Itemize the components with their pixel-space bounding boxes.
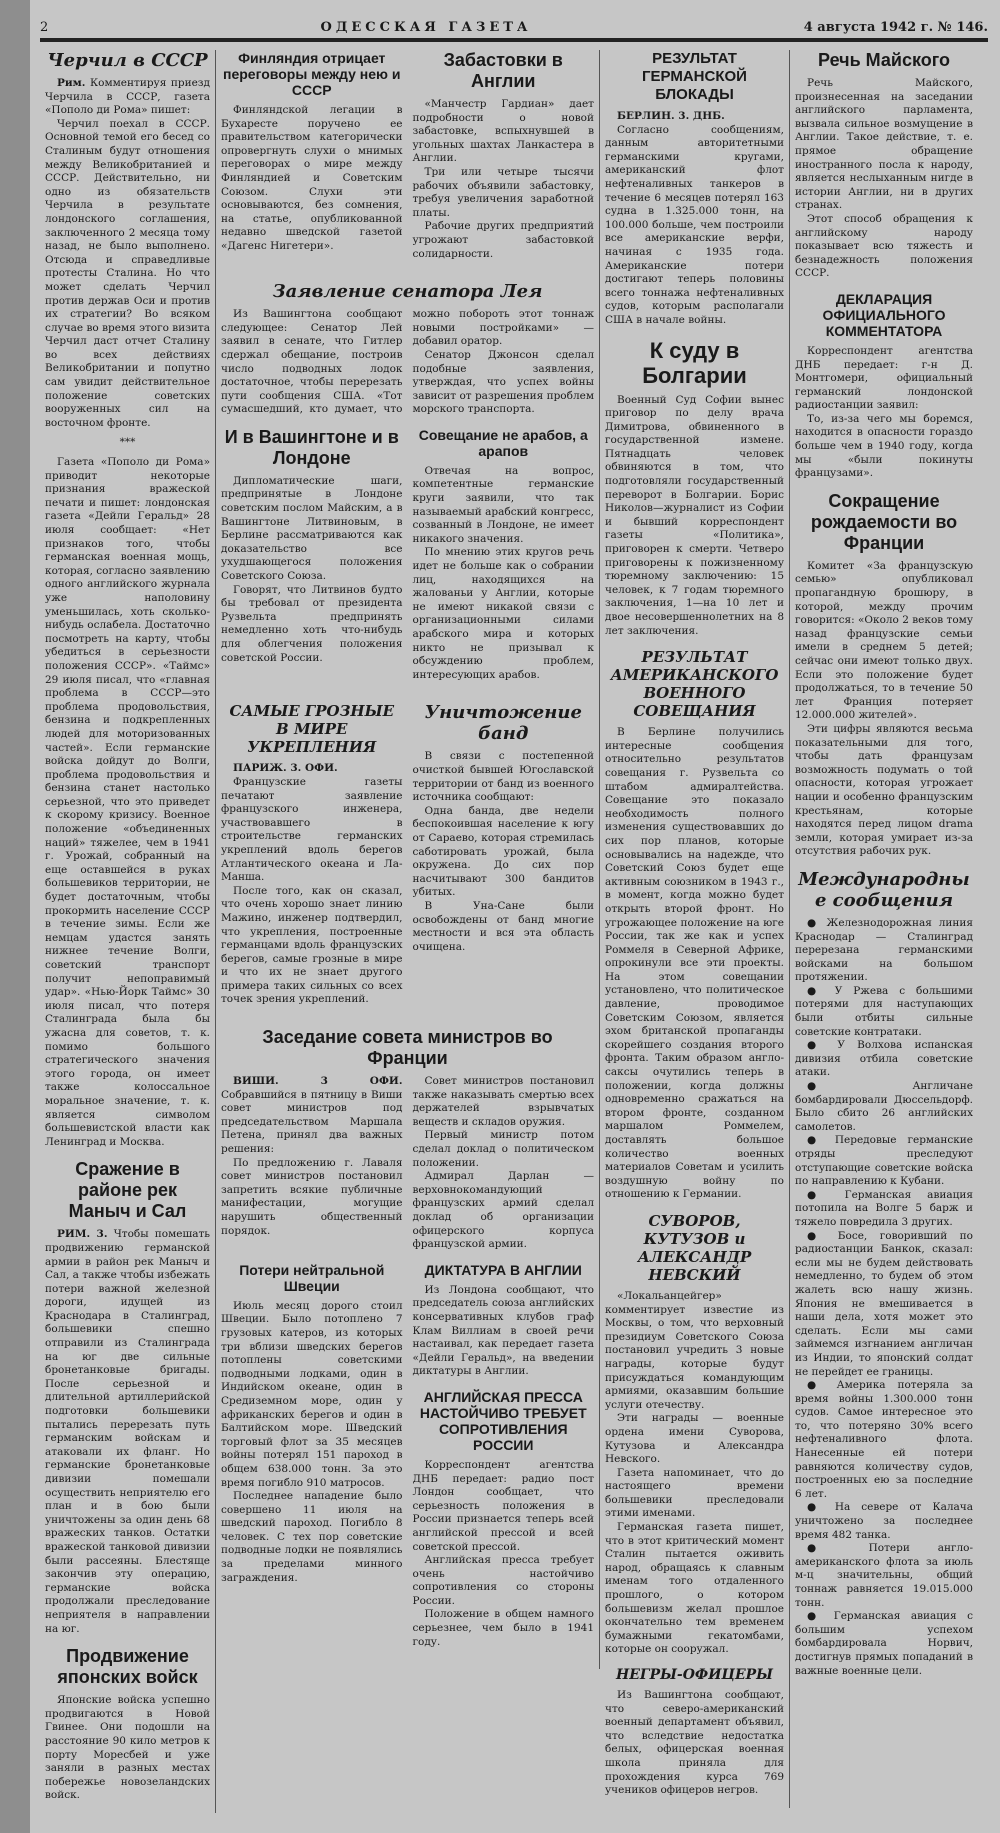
headline: НЕГРЫ-ОФИЦЕРЫ xyxy=(616,1667,773,1683)
article-senator-lee xyxy=(221,281,594,417)
article-birthrate xyxy=(795,491,973,859)
paragraph: То, из-за чего мы боремся, находится в опасности гораздо больше чем в 1940 году, когда мы «были покинуты французами». xyxy=(795,412,973,480)
newspaper-page xyxy=(30,0,1000,1833)
headline: Заседание совета министров во Франции xyxy=(262,1027,553,1069)
paragraph: Последнее нападение было совершено 11 июля на шведский пароход. Погибло 8 человек. С тех пор советские подводные лодки не появлялись за пределами минного заграждения. xyxy=(221,1490,403,1584)
article-negro-officers xyxy=(605,1667,784,1798)
paragraph: После того, как он сказал, что очень хорошо знает линию Мажино, инженер подтвердил, что укрепления, построенные германцами вдоль французских берегов, самые грозные в мире и что их не знает другого примера таких сильных со всех точек зрения укреплений. xyxy=(221,884,403,1006)
page-number: 2 xyxy=(40,20,49,35)
headline: Потери нейтральной Швеции xyxy=(239,1261,385,1294)
paragraph: Положение в общем намного серьезнее, чем было в 1941 году. xyxy=(412,1608,594,1648)
paragraph: Японские войска успешно продвигаются в Новой Гвинее. Они подошли на расстояние 90 кило метров к порту Моресбей и уже заняли в разных местах побережье новозеландских войск. xyxy=(45,1694,210,1802)
paragraph: Комментируя приезд Черчила в СССР, газета «Пополо ди Рома» пишет: xyxy=(45,77,210,117)
article-declaration xyxy=(795,291,973,481)
paragraph: В Уна-Сане были освобождены от банд многие местности и вся эта область очищена. xyxy=(412,899,594,953)
headline: Совещание не арабов, а арапов xyxy=(418,426,588,459)
article-arabs xyxy=(413,427,595,683)
news-item: ● Германская авиация потопила на Волге 5 барж и тяжело повредила 3 других. xyxy=(795,1188,973,1228)
article-maisky xyxy=(795,50,973,281)
headline: Речь Майского xyxy=(818,50,950,70)
headline: СУВОРОВ, КУТУЗОВ и АЛЕКСАНДР НЕВСКИЙ xyxy=(637,1211,752,1284)
paragraph: Чтобы помешать продвижению германской армии в район рек Маныч и Сал, а также чтобы избежать потери важной железной дороги, идущей из Краснодара в Сталинград, большевики спешно отправили из Сталинграда на юг две сильные бронетанковые бригады. После серьезной и длительной артиллерийской подготовки большевики пытались перерезать путь германским войскам и атаковали их фланг. Но германские бронетанковые дивизии помешали осуществить неприятелю его план и в бою были уничтожены за один день 68 вражеских танков. Остатки вражеской танковой дивизии были рассеяны. Блестяще закончив эту операцию, германские войска продолжали преследование неприятеля в направлении на юг. xyxy=(45,1228,211,1635)
paragraph: Газета «Пополо ди Рома» приводит некоторые признания вражеской печати и пишет: лондонская газета «Дейли Геральд» 28 июля сообщает: «Нет признаков того, чтобы германская военная мощь, которая, согласно заявлению одного английского журнала уже наполовину уменьшилась, хоть сколько-нибудь ослабела. Достаточно посмотреть на карту, чтобы убедиться в серьезности положения СССР». «Таймс» 29 июля писал, что «главная проблема в СССР—это проблема продовольствия, бензина и подкрепленных людей для моторизованных частей». Если германские войска дойдут до Волги, проблема продовольствия и бензина станет настолько серьезной, что это приведет к скорому кризису. Военное положение «объединенных наций» тяжелее, чем в 1941 г. Урожай, собранный на еще оставшейся в руках большевиков территории, не будет достаточным, чтобы прокормить население СССР в течение зимы. Если же немцам удастся занять нижнее течение Волги, советский транспорт получит непоправимый удар». «Нью-Йорк Таймс» 30 июля писал, что потеря Сталинграда была бы ужасна для советов, т. к. помимо большого стратегического значения этого города, он имеет также колоссальное моральное значение, т. к. является символом большевистской власти как Ленинград и Москва. xyxy=(45,456,211,1148)
article-dictatorship xyxy=(413,1262,595,1379)
masthead xyxy=(40,20,988,42)
paragraph: Дипломатические шаги, предпринятые в Лондоне советским послом Майским, а в Вашингтоне Литвиновым, в Берлине рассматриваются как доказательство все ухудшающегося положения Советского Союза. xyxy=(221,474,403,583)
paragraph: Эти награды — военные ордена имени Суворова, Кутузова и Александра Невского. xyxy=(605,1412,784,1466)
headline: Черчил в СССР xyxy=(47,50,208,71)
headline: АНГЛИЙСКАЯ ПРЕССА НАСТОЙЧИВО ТРЕБУЕТ СОПРОТИВЛЕНИЯ РОССИИ xyxy=(419,1388,587,1453)
paragraph: Германская газета пишет, что в этот критический момент Сталин пытается оживить народ, обращаясь к славным именам того отдаленного прошлого, о котором большевизм желал прошлое окончательно тем временем бумажными гекатомбами, которые он сооружал. xyxy=(605,1521,784,1656)
paragraph: Английская пресса требует очень настойчиво сопротивления со стороны России. xyxy=(412,1554,594,1607)
news-item: ● Германская авиация с большим успехом бомбардировала Норвич, достигнув прямых попаданий в важные военные цели. xyxy=(795,1610,973,1677)
news-item: ● Англичане бомбардировали Дюссельдорф. Было сбито 26 английских самолетов. xyxy=(795,1080,973,1133)
article-conference xyxy=(605,648,784,1202)
headline: Международные сообщения xyxy=(798,868,970,911)
paragraph: Военный Суд Софии вынес приговор по делу врача Димитрова, обвиненного в государственной измене. Пятнадцать человек обвиняются в том, что подготовляли государственный переворот в Болгарии. Борис Николов—журналист из Софии и бывший корреспондент газеты «Политика», приговорен к смерти. Четверо приговорены к пожизненному тюремному заключению: 15 человек, к 7 годам тюремного заключения, 1—на 10 лет и двое несовершеннолетних на 8 лет заключения. xyxy=(605,393,784,637)
headline: ДИКТАТУРА В АНГЛИИ xyxy=(424,1261,582,1278)
column-2-3 xyxy=(216,50,600,1669)
headline: Уничтожение банд xyxy=(424,702,582,745)
dateline: ПАРИЖ. 3. ОФИ. xyxy=(233,762,338,775)
paragraph: Первый министр потом сделал доклад о политическом положении. xyxy=(412,1129,594,1169)
article-fortifications xyxy=(221,702,403,1007)
paragraph: Рабочие других предприятий угрожают забастовкой солидарности. xyxy=(412,220,594,260)
paragraph: Корреспондент агентства ДНБ передает: радио пост Лондон сообщает, что серьезность положения в России признается теперь всей английской прессой и всей советской прессой. xyxy=(412,1458,594,1553)
news-item: ● Железнодорожная линия Краснодар — Сталинград перерезана германскими войсками на большом протяжении. xyxy=(795,916,973,984)
article-blockade xyxy=(605,50,784,328)
headline: САМЫЕ ГРОЗНЫЕ В МИРЕ УКРЕПЛЕНИЯ xyxy=(229,702,395,757)
paragraph: Из Вашингтона сообщают, что северо-американский военный департамент объявил, что вследствие недостатка белых, офицерская военная школа приняла для прохождения курса 769 учеников офицеров негров. xyxy=(605,1689,784,1797)
paragraph: Три или четыре тысячи рабочих объявили забастовку, требуя увеличения заработной платы. xyxy=(412,165,594,219)
paragraph: В Берлине получились интересные сообщения относительно результатов совещания г. Рузвельта со штабом адмиралтейства. Совещание это показало необходимость полного изменения существовавших до сих пор планов, которые основывались на надежде, что Советский Союз будет еще активным союзником в 1943 г., в момент, когда можно будет открыть второй фронт. Но угрожающее положение на юге России, так же как и успех Роммеля в Северной Африке, опрокинули все эти проекты. На этом совещании установлено, что политическое давление, проводимое Советским Союзом, является эхом британской пропаганды скорейшего создания второго фронта. Таким образом англо-саксы очутились теперь в положении, когда должны одновременно сражаться на втором фронте, созданном маршалом Роммелем, доставлять большое количество военных материалов Советам и усилить воздушную войну по отношению к Германии. xyxy=(605,726,784,1201)
article-bands xyxy=(413,702,595,1007)
paragraph: Эти цифры являются весьма показательными для того, чтобы дать французам возможность подумать о той опасности, которая угрожает нации и особенно французским крестьянам, которые находятся перед лицом drama земли, которая умирает из-за отсутствия рабочих рук. xyxy=(795,722,973,858)
headline: РЕЗУЛЬТАТ ГЕРМАНСКОЙ БЛОКАДЫ xyxy=(642,50,747,103)
news-item: ● Босе, говоривший по радиостанции Банкок, сказал: если мы не будем действовать немедленно, то будем об этом жалеть всю нашу жизнь. Япония не вмешивается в наши дела, хотя может это сделать. Если мы сами займемся изгнанием англичан из Индии, то японский солдат не перейдет ее границы. xyxy=(795,1229,973,1378)
headline: К суду в Болгарии xyxy=(642,337,747,388)
newspaper-title: ОДЕССКАЯ ГАЗЕТА xyxy=(320,20,532,35)
news-item: ● Потери англо-американского флота за июль м-ц значительны, общий тоннаж равняется 19.015.000 тонн. xyxy=(795,1542,973,1609)
headline: Забастовки в Англии xyxy=(443,50,563,91)
issue-date: 4 августа 1942 г. № 146. xyxy=(803,20,988,35)
news-item: ● Америка потеряла за время войны 1.300.000 тонн судов. Самое интересное это то, что потеряно 30% всего нефтеналивного флота. Нанесенные ей потери равняются количеству судов, построенных ею за последние 6 лет. xyxy=(795,1379,973,1500)
paragraph: По мнению этих кругов речь идет не больше как о собрании лиц, находящихся на жалованьи у Англии, которые не имеют никакой связи с организационными силами арабского мира и которых никто не призывал к обсуждению проблем, интересующих арабов. xyxy=(412,546,594,681)
paragraph: Из Лондона сообщают, что председатель союза английских консервативных клубов граф Клам Виллиам в своей речи настаивал, как передает газета «Дейли Геральд», на введении диктатуры в Англии. xyxy=(412,1283,594,1378)
article-washington xyxy=(221,427,403,683)
paragraph: Корреспондент агентства ДНБ передает: г-н Д. Монтгомери, официальный германский лондонской радиостанции заявил: xyxy=(795,344,973,412)
paragraph: Газета напоминает, что до настоящего времени большевики преследовали этими именами. xyxy=(605,1466,784,1520)
news-item: ● У Волхова испанская дивизия отбила советские атаки. xyxy=(795,1039,973,1079)
article-english-press xyxy=(413,1389,595,1649)
headline: Заявление сенатора Лея xyxy=(272,281,543,303)
article-sweden xyxy=(221,1262,403,1649)
headline: И в Вашингтоне и в Лондоне xyxy=(224,426,399,468)
paragraph: Говорят, что Литвинов будто бы требовал от президента Рузвельта предпринять немедленно хоть что-нибудь для облегчения положения советской России. xyxy=(221,583,403,664)
news-item: ● На севере от Калача уничтожено за последнее время 482 танка. xyxy=(795,1501,974,1541)
paragraph: В связи с постепенной очисткой бывшей Югославской территории от банд из военного источника сообщают: xyxy=(412,750,594,804)
paragraph: Июль месяц дорого стоил Швеции. Было потоплено 7 грузовых катеров, из которых три вблизи шведских берегов потоплены советскими подводными лодками, один в Индийском океане, один в Средиземном море, один у африканских берегов и один в Балтийском море. Шведский торговый флот за 35 месяцев войны потерял 151 пароход в общем 638.000 тонн. За это время погибло 910 матросов. xyxy=(221,1299,403,1489)
article-strikes xyxy=(413,50,595,261)
paragraph: По предложению г. Лаваля совет министров постановил запретить всякие публичные манифестации, могущие нарушить общественный порядок. xyxy=(221,1156,403,1237)
paragraph: Собравшийся в пятницу в Виши совет министров под председательством Маршала Петена, принял два важных решения: xyxy=(221,1088,403,1156)
news-item: ● Передовые германские отряды преследуют отступающие советские войска по направлению к Кубани. xyxy=(795,1134,973,1188)
article-japan xyxy=(45,1646,210,1803)
headline: Сокращение рождаемости во Франции xyxy=(810,490,958,553)
dateline: ВИШИ. 3 ОФИ. xyxy=(233,1075,403,1088)
column-1 xyxy=(40,50,216,1813)
scan-edge xyxy=(0,0,30,1833)
headline: Продвижение японских войск xyxy=(57,1646,198,1688)
article-sal xyxy=(45,1159,210,1636)
paragraph: Финляндской легации в Бухаресте поручено ее правительством категорически опровергнуть слухи о мнимых переговорах о мире между Финляндией и Советским Союзом. Слухи эти основываются, без сомнения, на статье, опубликованной недавно шведской газетой «Дагенс Нигетери». xyxy=(221,104,403,252)
paragraph: Совет министров постановил также наказывать смертью всех держателей взрывчатых веществ и складов оружия. xyxy=(412,1075,594,1128)
article-churchill xyxy=(45,50,210,1149)
headline: Сражение в районе рек Маныч и Сал xyxy=(68,1159,187,1222)
dateline: БЕРЛИН. 3. ДНБ. xyxy=(617,110,725,122)
headline: Финляндия отрицает переговоры между нею и СССР xyxy=(223,50,401,98)
paragraph: Французские газеты печатают заявление французского инженера, участвовавшего в строительстве германских укреплений вдоль берегов Атлантического океана и Ла-Манша. xyxy=(221,775,403,884)
dateline: РИМ. 3. xyxy=(57,1228,108,1241)
paragraph: Согласно сообщениям, данным авторитетными германскими кругами, американский флот нефтеналивных танкеров в течение 6 месяцев потерял 163 судна в 1.325.000 тонн, на 100.000 больше, чем построили все американские верфи, начиная с 1935 года. Американские потери достигают теперь половины всего тоннажа нефтеналивных судов, которым располагали США в начале войны. xyxy=(605,123,784,326)
news-item: ● У Ржева с большими потерями для наступающих были отбиты сильные советские контратаки. xyxy=(795,984,974,1038)
paragraph: Из Вашингтона сообщают следующее: Сенатор Лей заявил в сенате, что Гитлер сдержал обещание, построив число подводных лодок достаточное, чтобы перерезать пути сообщения США. «Тот сумасшедший, кто думает, что можно побороть этот тоннаж новыми постройками» — добавил оратор. xyxy=(221,308,594,416)
dateline: Рим. xyxy=(57,77,86,89)
article-finland xyxy=(221,50,403,261)
paragraph: «Манчестр Гардиан» дает подробности о новой забастовке, вспыхнувшей в угольных шахтах Ланкастера в Англии. xyxy=(412,98,594,165)
separator: *** xyxy=(119,436,136,449)
headline: ДЕКЛАРАЦИЯ ОФИЦИАЛЬНОГО КОММЕНТАТОРА xyxy=(822,290,946,339)
paragraph: Комитет «За французскую семью» опубликовал пропагандную брошюру, в которой, между прочим говорится: «Около 2 веков тому назад французские семьи имели в среднем 5 детей; сейчас они имеют только двух. Если это положение будет продолжаться, то в течение 50 лет Франция потеряет 12.000.000 жителей». xyxy=(795,559,973,722)
paragraph: Адмирал Дарлан — верховнокомандующий французских армий сделал доклад об организации офицерского корпуса французской армии. xyxy=(412,1170,594,1251)
paragraph: Черчил поехал в СССР. Основной темой его бесед со Сталиным будут отношения между Великобританией и СССР. Действительно, ни одно из обязательств Черчила в результате лондонского соглашения, заключенного 2 месяца тому назад, не было выполнено. Отсюда и справедливые протесты Сталина. Но что может сделать Черчил против держав Оси и против их стратегии? Во всяком случае во время этого визита Черчил даст отчет Сталину во всех действиях Великобритании и попутно сам увидит действительное положение советских вооруженных сил на восточном фронте. xyxy=(45,117,210,429)
paragraph: Речь Майского, произнесенная на заседании английского парламента, вызвала сильное возмущение в Англии. Такое действие, т. е. прямое обращение иностранного посла к народу, является неслыханным нигде в истории Англии, ни в других странах. xyxy=(795,77,973,212)
article-bulgaria xyxy=(605,338,784,639)
article-suvorov xyxy=(605,1212,784,1657)
column-5 xyxy=(790,50,978,1688)
paragraph: «Локальанцейгер» комментирует известие из Москвы, о том, что верховный президиум Советского Союза постановил учредить 3 новые награды, которые будут присуждаться командующим армиями, оказавшим большие услуги отечеству. xyxy=(605,1289,784,1411)
headline: РЕЗУЛЬТАТ АМЕРИКАНСКОГО ВОЕННОГО СОВЕЩАНИЯ xyxy=(610,648,779,721)
paragraph: Сенатор Джонсон сделал подобные заявления, утверждая, что успех войны зависит от разрешения проблем морского транспорта. xyxy=(412,348,594,416)
paragraph: Отвечая на вопрос, компетентные германские круги заявили, что так называемый арабский конгресс, созванный в Лондоне, не имеет никакого значения. xyxy=(412,464,594,545)
article-international-news xyxy=(795,869,973,1678)
paragraph: Одна банда, две недели беспокоившая население к югу от Сараево, которая стремилась саботировать урожай, была окружена. До сих пор насчитывают 300 бандитов убитых. xyxy=(412,804,594,899)
column-4 xyxy=(600,50,790,1808)
paragraph: Этот способ обращения к английскому народу показывает всю тяжесть и безнадежность положения СССР. xyxy=(795,212,973,280)
article-council xyxy=(221,1027,594,1252)
